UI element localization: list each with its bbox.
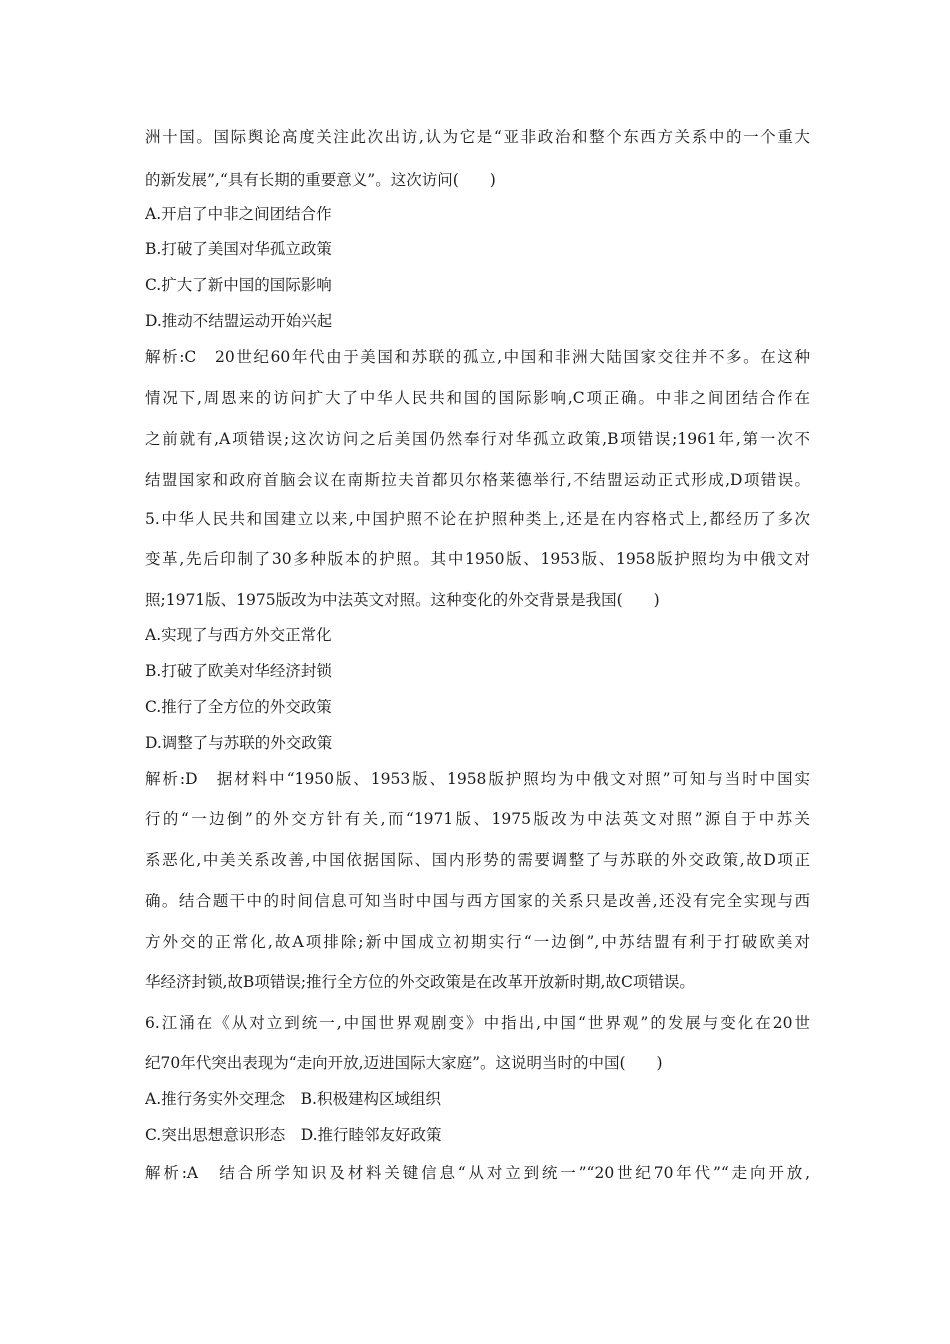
- option-d: D.调整了与苏联的外交政策: [145, 734, 333, 752]
- question-stem-line: 纪70年代突出表现为“走向开放,迈进国际大家庭”。这说明当时的中国( ): [145, 1054, 663, 1072]
- analysis-line: 解析:D 据材料中“1950版、1953版、1958版护照均为中俄文对照”可知与当时中国实: [145, 770, 810, 788]
- question-stem-line: 变革,先后印制了30多种版本的护照。其中1950版、1953版、1958版护照均为中俄文对: [145, 550, 810, 568]
- analysis-line: 情况下,周恩来的访问扩大了中华人民共和国的国际影响,C项正确。中非之间团结合作在: [145, 389, 810, 407]
- analysis-line: 解析:C 20世纪60年代由于美国和苏联的孤立,中国和非洲大陆国家交往并不多。在这种: [145, 348, 810, 366]
- option-a: A.实现了与西方外交正常化: [145, 626, 332, 644]
- option-c: C.推行了全方位的外交政策: [145, 698, 332, 716]
- question-stem-line: 照;1971版、1975版改为中法英文对照。这种变化的外交背景是我国( ): [145, 591, 660, 609]
- analysis-line: 行的“一边倒”的外交方针有关,而“1971版、1975版改为中法英文对照”源自于中苏关: [145, 810, 810, 828]
- options-a-b: A.推行务实外交理念 B.积极建构区域组织: [145, 1090, 441, 1108]
- options-c-d: C.突出思想意识形态 D.推行睦邻友好政策: [145, 1126, 442, 1144]
- question-stem-line: 6.江涌在《从对立到统一,中国世界观剧变》中指出,中国“世界观”的发展与变化在20世: [145, 1014, 810, 1032]
- analysis-line: 系恶化,中美关系改善,中国依据国际、国内形势的需要调整了与苏联的外交政策,故D项正: [145, 851, 810, 869]
- option-a: A.开启了中非之间团结合作: [145, 205, 332, 223]
- analysis-line: 之前就有,A项错误;这次访问之后美国仍然奉行对华孤立政策,B项错误;1961年,第一次不: [145, 430, 810, 448]
- analysis-line: 结盟国家和政府首脑会议在南斯拉夫首都贝尔格莱德举行,不结盟运动正式形成,D项错误。: [145, 471, 810, 489]
- question-stem-line: 的新发展”,“具有长期的重要意义”。这次访问( ): [145, 171, 496, 189]
- analysis-line: 华经济封锁,故B项错误;推行全方位的外交政策是在改革开放新时期,故C项错误。: [145, 973, 695, 991]
- analysis-line: 方外交的正常化,故A项排除;新中国成立初期实行“一边倒”,中苏结盟有利于打破欧美对: [145, 933, 810, 951]
- option-d: D.推动不结盟运动开始兴起: [145, 312, 333, 330]
- option-c: C.扩大了新中国的国际影响: [145, 276, 332, 294]
- option-b: B.打破了美国对华孤立政策: [145, 240, 332, 258]
- option-b: B.打破了欧美对华经济封锁: [145, 662, 332, 680]
- analysis-line: 解析:A 结合所学知识及材料关键信息“从对立到统一”“20世纪70年代”“走向开放,: [145, 1164, 810, 1182]
- paragraph-line: 洲十国。国际舆论高度关注此次出访,认为它是“亚非政治和整个东西方关系中的一个重大: [145, 128, 810, 146]
- question-stem-line: 5.中华人民共和国建立以来,中国护照不论在护照种类上,还是在内容格式上,都经历了多次: [145, 510, 810, 528]
- analysis-line: 确。结合题干中的时间信息可知当时中国与西方国家的关系只是改善,还没有完全实现与西: [145, 892, 810, 910]
